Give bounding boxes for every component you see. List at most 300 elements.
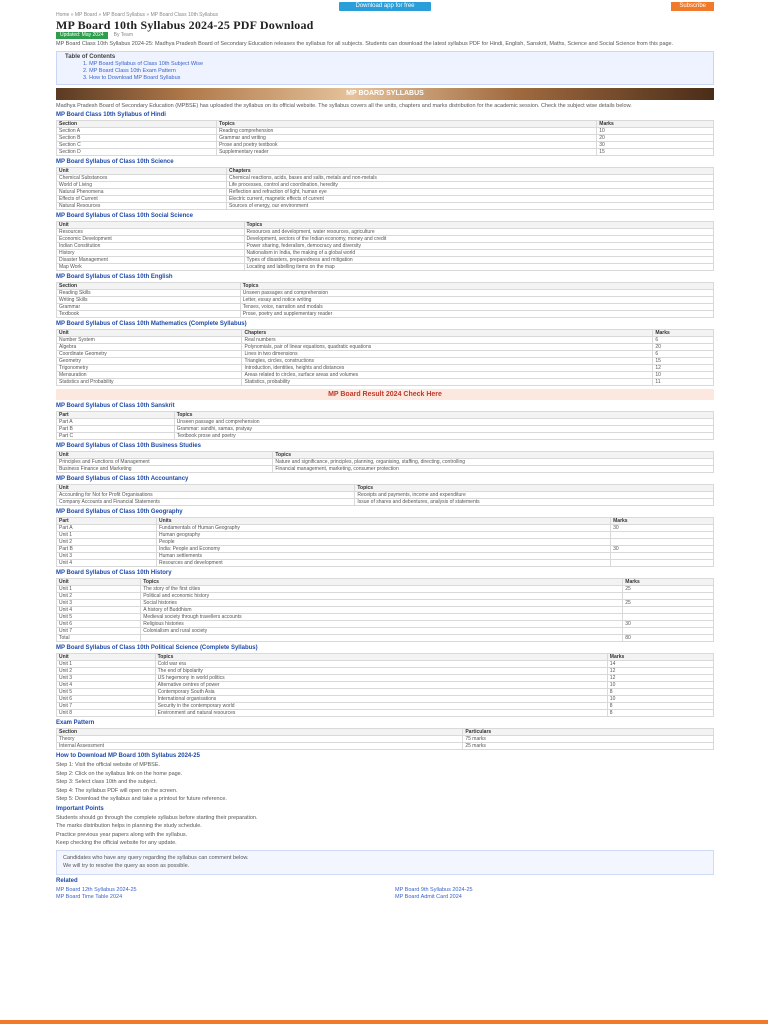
table-row [57, 668, 714, 675]
section-heading: MP Board Syllabus of Class 10th Geography [56, 509, 183, 515]
table-cell: Natural Resources [57, 203, 227, 210]
table-row [57, 257, 714, 264]
section-heading: MP Board Syllabus of Class 10th Accountancy [56, 476, 189, 482]
table-row [57, 175, 714, 182]
table-cell: Medieval society through travellers accounts [141, 614, 623, 621]
section-heading: MP Board Syllabus of Class 10th Sanskrit [56, 403, 175, 409]
table-cell: Reading comprehension [217, 128, 597, 135]
table-row [57, 149, 714, 156]
table-cell: Unit 7 [57, 628, 141, 635]
column-header: Unit [57, 579, 141, 586]
table-cell: Security in the contemporary world [155, 703, 607, 710]
table-cell: Part A [57, 525, 157, 532]
table-header-row [57, 168, 714, 175]
table-cell: 8 [607, 703, 713, 710]
table-cell: 12 [607, 675, 713, 682]
related-heading: Related [56, 877, 78, 884]
list-item: Students should go through the complete syllabus before starting their preparation. [56, 814, 258, 821]
table-row [57, 682, 714, 689]
table-header-row [57, 485, 714, 492]
paragraph: Madhya Pradesh Board of Secondary Education (MPBSE) has uploaded the syllabus on its official website. The syllabus covers all the units, chapters and marks distribution for the academic session. Check the subject wise details below. [56, 102, 632, 109]
meta-row [56, 32, 714, 39]
section-heading: MP Board Class 10th Syllabus of Hindi [56, 112, 166, 118]
list-item: Step 5: Download the syllabus and take a printout for future reference. [56, 796, 227, 802]
download-app-button[interactable]: Download app for free [339, 2, 430, 11]
author: By Team [113, 32, 134, 38]
column-header: Topics [240, 283, 713, 290]
table-cell: International organisations [155, 696, 607, 703]
table-row [57, 135, 714, 142]
table-cell: 15 [653, 358, 714, 365]
table-cell: Types of disasters, preparedness and mitigation [244, 257, 713, 264]
table-cell: Unit 5 [57, 689, 156, 696]
list-item: Step 3: Select class 10th and the subject. [56, 779, 157, 785]
table-cell: Number System [57, 337, 242, 344]
table-cell [623, 614, 714, 621]
table-cell [611, 532, 714, 539]
toc-item[interactable]: 1. MP Board Syllabus of Class 10th Subject Wise [83, 60, 204, 67]
table-cell: Social histories [141, 600, 623, 607]
table-row [57, 539, 714, 546]
table-row [57, 621, 714, 628]
table-cell: Resources and development, water resources, agriculture [244, 229, 713, 236]
table-cell: Sources of energy, our environment [226, 203, 713, 210]
table-cell: Alternative centres of power [155, 682, 607, 689]
syllabus-table [56, 451, 714, 473]
table-cell: Textbook [57, 311, 241, 318]
table-cell: Writing Skills [57, 297, 241, 304]
section-heading: Exam Pattern [56, 720, 95, 726]
column-header: Section [57, 729, 463, 736]
table-cell: Political and economic history [141, 593, 623, 600]
banner-image [56, 88, 714, 100]
table-cell [623, 628, 714, 635]
table-cell: Human geography [156, 532, 610, 539]
article-page [56, 0, 714, 901]
banner-text: MP BOARD SYLLABUS [346, 89, 424, 97]
table-cell: 20 [597, 135, 714, 142]
section-heading: MP Board Syllabus of Class 10th Mathematics (Complete Syllabus) [56, 321, 247, 327]
column-header: Unit [57, 452, 273, 459]
table-cell: Unit 3 [57, 675, 156, 682]
table-row [57, 243, 714, 250]
table-row [57, 635, 714, 642]
table-row [57, 607, 714, 614]
table-cell: Fundamentals of Human Geography [156, 525, 610, 532]
related-link[interactable]: MP Board 9th Syllabus 2024-25 [395, 886, 473, 893]
column-header: Topics [355, 485, 714, 492]
table-cell: Map Work [57, 264, 245, 271]
table-row [57, 229, 714, 236]
table-cell: 25 [623, 600, 714, 607]
table-header-row [57, 330, 714, 337]
table-cell: 20 [653, 344, 714, 351]
syllabus-table [56, 329, 714, 386]
column-header: Unit [57, 485, 355, 492]
table-cell: Contemporary South Asia [155, 689, 607, 696]
table-row [57, 304, 714, 311]
table-cell: 30 [611, 525, 714, 532]
table-row [57, 344, 714, 351]
table-cell: Company Accounts and Financial Statements [57, 499, 355, 506]
table-row [57, 600, 714, 607]
column-header: Unit [57, 330, 242, 337]
table-cell: Human settlements [156, 553, 610, 560]
table-cell: Supplementary reader [217, 149, 597, 156]
table-cell: 25 [623, 586, 714, 593]
bottom-bar [0, 1020, 768, 1024]
table-cell: Statistics, probability [242, 379, 653, 386]
table-cell: Unit 5 [57, 614, 141, 621]
table-cell: Chemical reactions, acids, bases and salts, metals and non-metals [226, 175, 713, 182]
column-header: Section [57, 121, 217, 128]
table-cell: Religious histories [141, 621, 623, 628]
table-cell: Internal Assessment [57, 743, 463, 750]
table-row [57, 743, 714, 750]
column-header: Unit [57, 222, 245, 229]
table-cell: Section D [57, 149, 217, 156]
table-cell: Reflection and refraction of light, human eye [226, 189, 713, 196]
table-cell: Theory [57, 736, 463, 743]
table-cell: Accounting for Not for Profit Organisations [57, 492, 355, 499]
column-header: Marks [607, 654, 713, 661]
table-row [57, 182, 714, 189]
syllabus-table [56, 653, 714, 717]
column-header: Marks [597, 121, 714, 128]
table-cell: Prose and poetry textbook [217, 142, 597, 149]
result-callout[interactable]: MP Board Result 2024 Check Here [56, 389, 714, 400]
list-item: Step 2: Click on the syllabus link on the home page. [56, 770, 183, 777]
table-cell: Mensuration [57, 372, 242, 379]
section-heading: MP Board Syllabus of Class 10th English [56, 274, 173, 280]
table-header-row [57, 729, 714, 736]
table-cell: 10 [607, 682, 713, 689]
table-cell: Unseen passages and comprehension [240, 290, 713, 297]
table-cell: Development, sectors of the Indian economy, money and credit [244, 236, 713, 243]
steps-list [56, 762, 714, 803]
table-cell: 8 [607, 710, 713, 717]
table-row [57, 553, 714, 560]
syllabus-table [56, 282, 714, 318]
table-header-row [57, 283, 714, 290]
table-cell: 14 [607, 661, 713, 668]
table-cell: History [57, 250, 245, 257]
column-header: Chapters [242, 330, 653, 337]
column-header: Topics [217, 121, 597, 128]
quote-line: We will try to resolve the query as soon as possible. [63, 863, 190, 869]
syllabus-table [56, 484, 714, 506]
table-cell: Colonialism and rural society [141, 628, 623, 635]
top-bar [56, 0, 714, 12]
table-cell: Tenses, voice, narration and modals [240, 304, 713, 311]
table-cell: India: People and Economy [156, 546, 610, 553]
toc-item[interactable]: 3. How to Download MP Board Syllabus [83, 74, 181, 81]
breadcrumb[interactable]: Home » MP Board » MP Board Syllabus » MP Board Class 10th Syllabus [56, 12, 219, 18]
table-row [57, 525, 714, 532]
table-cell [611, 560, 714, 567]
table-cell: Financial management, marketing, consumer protection [273, 466, 714, 473]
list-item: Practice previous year papers along with the syllabus. [56, 831, 188, 838]
table-cell: Cold war era [155, 661, 607, 668]
table-cell: Unit 4 [57, 607, 141, 614]
table-cell: Grammar [57, 304, 241, 311]
table-cell: Coordinate Geometry [57, 351, 242, 358]
table-cell: 80 [623, 635, 714, 642]
table-row [57, 675, 714, 682]
table-row [57, 703, 714, 710]
table-row [57, 379, 714, 386]
table-row [57, 351, 714, 358]
table-cell: Unit 4 [57, 682, 156, 689]
table-cell: Issue of shares and debentures, analysis of statements [355, 499, 714, 506]
subscribe-button[interactable]: Subscribe [671, 2, 714, 11]
table-cell: Business Finance and Marketing [57, 466, 273, 473]
table-cell [611, 553, 714, 560]
table-cell: 8 [607, 689, 713, 696]
table-cell: Electric current, magnetic effects of current [226, 196, 713, 203]
section-heading: MP Board Syllabus of Class 10th Science [56, 159, 174, 165]
table-row [57, 297, 714, 304]
table-cell: Unit 1 [57, 532, 157, 539]
table-cell: Unit 6 [57, 621, 141, 628]
table-row [57, 196, 714, 203]
table-cell: People [156, 539, 610, 546]
column-header: Marks [653, 330, 714, 337]
table-header-row [57, 222, 714, 229]
section-heading: MP Board Syllabus of Class 10th Business Studies [56, 443, 201, 449]
table-row [57, 586, 714, 593]
quote-box [56, 850, 714, 875]
table-row [57, 290, 714, 297]
table-cell: Unit 6 [57, 696, 156, 703]
table-header-row [57, 579, 714, 586]
table-cell: Geometry [57, 358, 242, 365]
section-heading: MP Board Syllabus of Class 10th History [56, 570, 172, 576]
table-row [57, 372, 714, 379]
table-row [57, 736, 714, 743]
table-row [57, 236, 714, 243]
table-header-row [57, 121, 714, 128]
table-header-row [57, 412, 714, 419]
table-cell: Reading Skills [57, 290, 241, 297]
table-cell: Unit 2 [57, 539, 157, 546]
table-row [57, 546, 714, 553]
table-header-row [57, 452, 714, 459]
table-row [57, 142, 714, 149]
table-row [57, 264, 714, 271]
table-cell: Part B [57, 426, 175, 433]
table-cell: Disaster Management [57, 257, 245, 264]
table-cell: Trigonometry [57, 365, 242, 372]
table-cell: The end of bipolarity [155, 668, 607, 675]
table-row [57, 614, 714, 621]
syllabus-sections [56, 112, 714, 386]
table-row [57, 128, 714, 135]
section-heading: MP Board Syllabus of Class 10th Social Science [56, 213, 193, 219]
related-link[interactable]: MP Board Admit Card 2024 [395, 893, 462, 900]
table-row [57, 661, 714, 668]
table-cell: Section A [57, 128, 217, 135]
column-header: Unit [57, 168, 227, 175]
table-row [57, 459, 714, 466]
table-header-row [57, 654, 714, 661]
toc-item[interactable]: 2. MP Board Class 10th Exam Pattern [83, 67, 176, 74]
table-cell: Resources and development [156, 560, 610, 567]
table-cell [611, 539, 714, 546]
table-cell: Algebra [57, 344, 242, 351]
table-cell: US hegemony in world politics [155, 675, 607, 682]
table-cell: 75 marks [463, 736, 714, 743]
table-row [57, 358, 714, 365]
table-cell: 11 [653, 379, 714, 386]
table-row [57, 499, 714, 506]
table-cell: Section C [57, 142, 217, 149]
table-cell: Receipts and payments, income and expenditure [355, 492, 714, 499]
quote-line: Candidates who have any query regarding the syllabus can comment below. [63, 854, 249, 861]
table-cell: Areas related to circles, surface areas and volumes [242, 372, 653, 379]
section-heading: How to Download MP Board 10th Syllabus 2024-25 [56, 753, 200, 759]
table-cell: 10 [607, 696, 713, 703]
intro-paragraph: MP Board Class 10th Syllabus 2024-25: Madhya Pradesh Board of Secondary Education releases the syllabus for all subjects. Students can download the latest syllabus PDF for Hindi, English, Sanskrit, Maths, Science and Social Science from this page. [56, 41, 674, 47]
table-cell: 30 [611, 546, 714, 553]
table-cell: World of Living [57, 182, 227, 189]
table-cell: Effects of Current [57, 196, 227, 203]
column-header: Unit [57, 654, 156, 661]
table-cell: Unit 1 [57, 586, 141, 593]
table-cell: Unit 2 [57, 668, 156, 675]
column-header: Part [57, 518, 157, 525]
table-cell [623, 593, 714, 600]
column-header: Topics [244, 222, 713, 229]
table-cell: 12 [653, 365, 714, 372]
table-cell: Unit 3 [57, 553, 157, 560]
table-row [57, 710, 714, 717]
table-cell: Environment and natural resources [155, 710, 607, 717]
table-cell: Part A [57, 419, 175, 426]
table-row [57, 337, 714, 344]
table-cell: 6 [653, 337, 714, 344]
table-row [57, 593, 714, 600]
table-cell: Introduction, identities, heights and distances [242, 365, 653, 372]
table-cell: Indian Constitution [57, 243, 245, 250]
table-row [57, 560, 714, 567]
table-cell: 12 [607, 668, 713, 675]
list-item: Step 1: Visit the official website of MPBSE. [56, 762, 161, 768]
column-header: Topics [155, 654, 607, 661]
table-cell: Grammar: sandhi, samas, pratyay [174, 426, 713, 433]
table-cell: Triangles, circles, constructions [242, 358, 653, 365]
column-header: Chapters [226, 168, 713, 175]
table-cell: 6 [653, 351, 714, 358]
column-header: Units [156, 518, 610, 525]
table-row [57, 492, 714, 499]
table-cell: Part B [57, 546, 157, 553]
table-cell: Part C [57, 433, 175, 440]
table-cell: Unit 3 [57, 600, 141, 607]
table-cell: Lines in two dimensions [242, 351, 653, 358]
table-cell: Grammar and writing [217, 135, 597, 142]
page-title: MP Board 10th Syllabus 2024-25 PDF Download [56, 18, 314, 32]
syllabus-table [56, 578, 714, 642]
table-cell: Nationalism in India, the making of a global world [244, 250, 713, 257]
table-cell: Life processes, control and coordination, heredity [226, 182, 713, 189]
table-cell: Principles and Functions of Management [57, 459, 273, 466]
table-row [57, 250, 714, 257]
column-header: Topics [141, 579, 623, 586]
table-row [57, 696, 714, 703]
related-link[interactable]: MP Board Time Table 2024 [56, 893, 123, 900]
table-cell [141, 635, 623, 642]
syllabus-table [56, 517, 714, 567]
column-header: Section [57, 283, 241, 290]
table-row [57, 365, 714, 372]
table-row [57, 426, 714, 433]
table-of-contents [56, 51, 714, 85]
syllabus-table [56, 221, 714, 271]
table-cell: 10 [653, 372, 714, 379]
column-header: Marks [623, 579, 714, 586]
table-row [57, 419, 714, 426]
table-cell: Chemical Substances [57, 175, 227, 182]
column-header: Marks [611, 518, 714, 525]
related-link[interactable]: MP Board 12th Syllabus 2024-25 [56, 886, 137, 893]
table-cell: A history of Buddhism [141, 607, 623, 614]
table-cell: Unit 8 [57, 710, 156, 717]
table-row [57, 628, 714, 635]
table-row [57, 311, 714, 318]
table-row [57, 466, 714, 473]
section-heading: Important Points [56, 805, 104, 812]
notes-list [56, 815, 714, 847]
list-item: Keep checking the official website for any update. [56, 840, 177, 846]
table-row [57, 189, 714, 196]
toc-title: Table of Contents [65, 53, 116, 60]
table-row [57, 433, 714, 440]
table-cell: The story of the first cities [141, 586, 623, 593]
syllabus-table [56, 167, 714, 210]
syllabus-table [56, 728, 714, 750]
table-cell: Nature and significance, principles, planning, organising, staffing, directing, controlling [273, 459, 714, 466]
table-cell [623, 607, 714, 614]
table-cell: Unit 4 [57, 560, 157, 567]
table-cell: 30 [597, 142, 714, 149]
table-cell: Unit 2 [57, 593, 141, 600]
syllabus-table [56, 120, 714, 156]
table-cell: 25 marks [463, 743, 714, 750]
table-cell: Statistics and Probability [57, 379, 242, 386]
column-header: Topics [174, 412, 713, 419]
column-header: Particulars [463, 729, 714, 736]
table-cell: Power sharing, federalism, democracy and diversity [244, 243, 713, 250]
date-badge: Updated: May 2024 [56, 32, 108, 39]
syllabus-table [56, 411, 714, 440]
table-cell: Prose, poetry and supplementary reader [240, 311, 713, 318]
list-item: The marks distribution helps in planning the study schedule. [56, 823, 202, 829]
section-heading: MP Board Syllabus of Class 10th Political Science (Complete Syllabus) [56, 645, 258, 651]
table-header-row [57, 518, 714, 525]
table-cell: Polynomials, pair of linear equations, quadratic equations [242, 344, 653, 351]
table-cell: Natural Phenomena [57, 189, 227, 196]
table-cell: Resources [57, 229, 245, 236]
table-cell: 10 [597, 128, 714, 135]
column-header: Part [57, 412, 175, 419]
column-header: Topics [273, 452, 714, 459]
table-cell: Unit 1 [57, 661, 156, 668]
list-item: Step 4: The syllabus PDF will open on the screen. [56, 787, 178, 794]
syllabus-sections-2 [56, 403, 714, 750]
table-cell: Section B [57, 135, 217, 142]
table-cell: Textbook prose and poetry [174, 433, 713, 440]
